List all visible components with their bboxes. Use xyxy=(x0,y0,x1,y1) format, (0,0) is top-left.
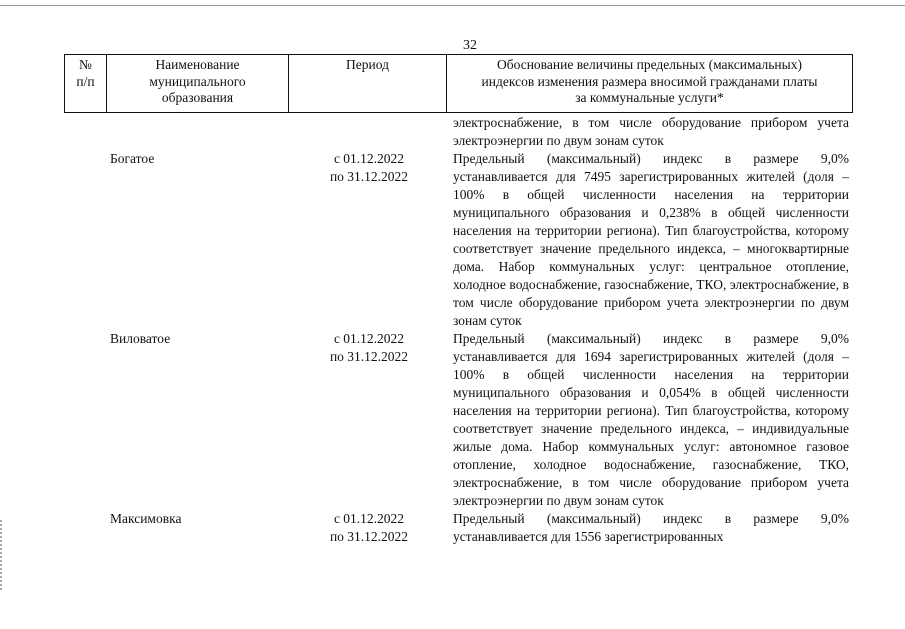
header-row xyxy=(65,55,853,113)
header-number xyxy=(65,55,107,113)
municipality-name: Богатое xyxy=(110,151,155,166)
municipality-name: Виловатое xyxy=(110,331,171,346)
table-header xyxy=(64,54,853,113)
scan-margin-specks xyxy=(0,520,8,590)
page-number: 32 xyxy=(463,38,477,53)
header-municipality-text: Наименование муниципального образования xyxy=(149,57,246,105)
header-period-text: Период xyxy=(346,57,389,72)
header-number-text: № п/п xyxy=(76,57,95,89)
period-text: с 01.12.2022 по 31.12.2022 xyxy=(329,511,409,544)
continuation-text: электроснабжение, в том числе оборудование прибором учета электроэнергии по двум зонам суток xyxy=(453,115,849,148)
justification-text: Предельный (максимальный) индекс в размере 9,0% устанавливается для 7495 зарегистрированных жителей (доля – 100% в общей численности населения на территории муниципального образования и 0,238% в общей численности населения на территории региона). Тип благоустройства, которому соответствует значение предельного индекса, – многоквартирные дома. Набор коммунальных услуг: центральное отопление, холодное водоснабжение, газоснабжение, ТКО, электроснабжение, в том числе оборудование прибором учета электроэнергии по двум зонам суток xyxy=(453,151,849,328)
table-row xyxy=(0,150,905,330)
municipality-name: Максимовка xyxy=(110,511,182,526)
header-justification-text: Обоснование величины предельных (максимальных) индексов изменения размера вносимой гражданами платы за коммунальные услуги* xyxy=(481,57,818,105)
justification-text: Предельный (максимальный) индекс в размере 9,0% устанавливается для 1556 зарегистрированных xyxy=(453,511,849,544)
header-period xyxy=(289,55,447,113)
header-justification xyxy=(447,55,853,113)
period-text: с 01.12.2022 по 31.12.2022 xyxy=(329,151,409,184)
period-text: с 01.12.2022 по 31.12.2022 xyxy=(329,331,409,364)
justification-text: Предельный (максимальный) индекс в размере 9,0% устанавливается для 1694 зарегистрированных жителей (доля – 100% в общей численности населения на территории муниципального образования и 0,054% в общей численности населения на территории региона). Тип благоустройства, которому соответствует значение предельного индекса, – индивидуальные жилые дома. Набор коммунальных услуг: автономное газовое отопление, холодное водоснабжение, газоснабжение, ТКО, электроснабжение, в том числе оборудование прибором учета электроэнергии по двум зонам суток xyxy=(453,331,849,508)
table-row xyxy=(0,510,905,546)
scan-edge-line xyxy=(0,5,905,6)
table-row xyxy=(0,330,905,510)
table-body xyxy=(0,114,905,546)
table-row-continuation xyxy=(0,114,905,150)
header-municipality xyxy=(107,55,289,113)
